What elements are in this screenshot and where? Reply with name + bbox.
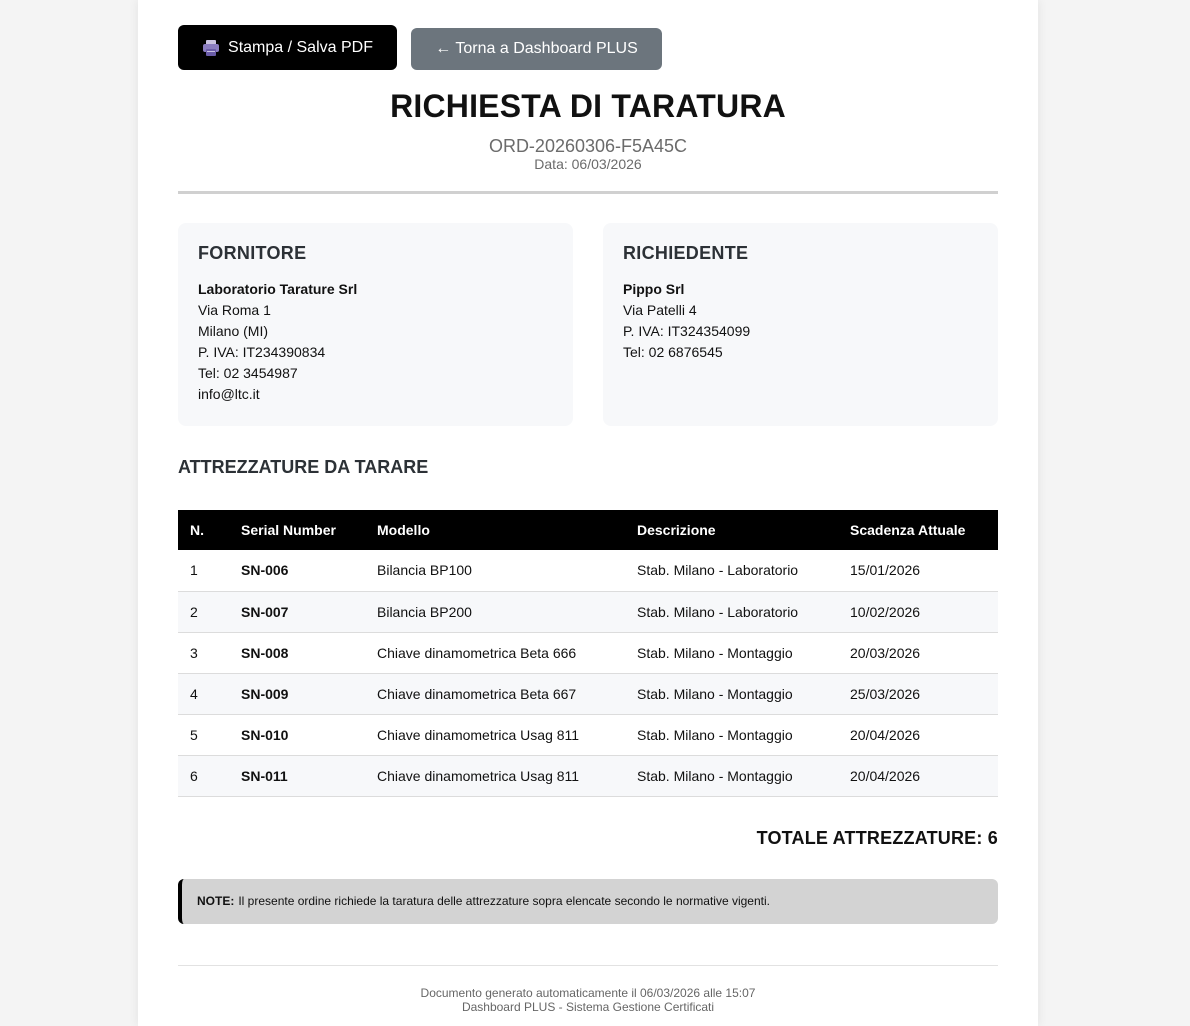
- page-title: RICHIESTA DI TARATURA: [390, 88, 786, 124]
- model: Chiave dinamometrica Beta 666: [365, 632, 625, 673]
- expiry-date: 20/04/2026: [838, 755, 998, 796]
- serial-number: SN-011: [229, 755, 365, 796]
- model: Bilancia BP100: [365, 550, 625, 591]
- supplier-phone: Tel: 02 3454987: [198, 365, 298, 381]
- footer-generated-line: Documento generato automaticamente il 06/03/2026 alle 15:07: [420, 985, 756, 1000]
- row-number: 6: [178, 755, 229, 796]
- table-row: [178, 550, 998, 591]
- row-number: 2: [178, 591, 229, 632]
- model: Chiave dinamometrica Usag 811: [365, 714, 625, 755]
- description: Stab. Milano - Montaggio: [625, 673, 838, 714]
- parties-section: [178, 223, 998, 426]
- supplier-name: Laboratorio Tarature Srl: [198, 281, 358, 297]
- description: Stab. Milano - Montaggio: [625, 714, 838, 755]
- model: Chiave dinamometrica Usag 811: [365, 755, 625, 796]
- table-row: [178, 591, 998, 632]
- row-number: 3: [178, 632, 229, 673]
- column-header-model: Modello: [377, 522, 430, 538]
- column-header-number: N.: [190, 522, 204, 538]
- requester-phone: Tel: 02 6876545: [623, 344, 723, 360]
- toolbar: [178, 25, 998, 70]
- supplier-city: Milano (MI): [198, 323, 269, 339]
- back-to-dashboard-button[interactable]: [411, 28, 662, 70]
- footer-system-line: Dashboard PLUS - Sistema Gestione Certificati: [461, 999, 715, 1014]
- supplier-heading: FORNITORE: [198, 243, 307, 263]
- printer-icon: [202, 40, 220, 56]
- column-header-description: Descrizione: [637, 522, 716, 538]
- description: Stab. Milano - Laboratorio: [625, 591, 838, 632]
- footer-divider: [178, 965, 998, 966]
- model: Bilancia BP200: [365, 591, 625, 632]
- expiry-date: 15/01/2026: [838, 550, 998, 591]
- expiry-date: 25/03/2026: [838, 673, 998, 714]
- table-row: [178, 673, 998, 714]
- column-header-expiry: Scadenza Attuale: [850, 522, 966, 538]
- row-number: 5: [178, 714, 229, 755]
- supplier-card: [178, 223, 573, 426]
- serial-number: SN-009: [229, 673, 365, 714]
- supplier-vat: P. IVA: IT234390834: [198, 344, 326, 360]
- requester-name: Pippo Srl: [623, 281, 685, 297]
- description: Stab. Milano - Montaggio: [625, 755, 838, 796]
- serial-number: SN-007: [229, 591, 365, 632]
- model: Chiave dinamometrica Beta 667: [365, 673, 625, 714]
- supplier-email: info@ltc.it: [198, 386, 260, 402]
- document-footer: [178, 986, 998, 1014]
- equipment-total: TOTALE ATTREZZATURE: 6: [756, 827, 998, 848]
- description: Stab. Milano - Montaggio: [625, 632, 838, 673]
- table-row: [178, 755, 998, 796]
- serial-number: SN-010: [229, 714, 365, 755]
- note-text: Il presente ordine richiede la taratura delle attrezzature sopra elencate secondo le normative vigenti.: [238, 894, 770, 908]
- requester-vat: P. IVA: IT324354099: [623, 323, 751, 339]
- serial-number: SN-008: [229, 632, 365, 673]
- document-page: [138, 0, 1038, 1026]
- print-button-label: Stampa / Salva PDF: [228, 38, 373, 56]
- equipment-table: [178, 510, 998, 797]
- table-row: [178, 714, 998, 755]
- expiry-date: 20/04/2026: [838, 714, 998, 755]
- table-header-row: [178, 510, 998, 550]
- description: Stab. Milano - Laboratorio: [625, 550, 838, 591]
- document-header: [178, 88, 998, 172]
- equipment-section-title: ATTREZZATURE DA TARARE: [178, 457, 429, 477]
- table-row: [178, 632, 998, 673]
- supplier-address: Via Roma 1: [198, 302, 271, 318]
- note-label: NOTE:: [197, 894, 235, 908]
- expiry-date: 20/03/2026: [838, 632, 998, 673]
- print-save-pdf-button[interactable]: [178, 25, 397, 70]
- back-button-label: ← Torna a Dashboard PLUS: [435, 40, 638, 57]
- row-number: 4: [178, 673, 229, 714]
- order-date: Data: 06/03/2026: [534, 156, 642, 172]
- note-box: [178, 879, 998, 924]
- requester-card: [603, 223, 998, 426]
- row-number: 1: [178, 550, 229, 591]
- order-number: ORD-20260306-F5A45C: [488, 136, 688, 156]
- expiry-date: 10/02/2026: [838, 591, 998, 632]
- header-divider: [178, 191, 998, 194]
- requester-address: Via Patelli 4: [623, 302, 697, 318]
- column-header-serial: Serial Number: [241, 522, 336, 538]
- serial-number: SN-006: [229, 550, 365, 591]
- requester-heading: RICHIEDENTE: [623, 243, 749, 263]
